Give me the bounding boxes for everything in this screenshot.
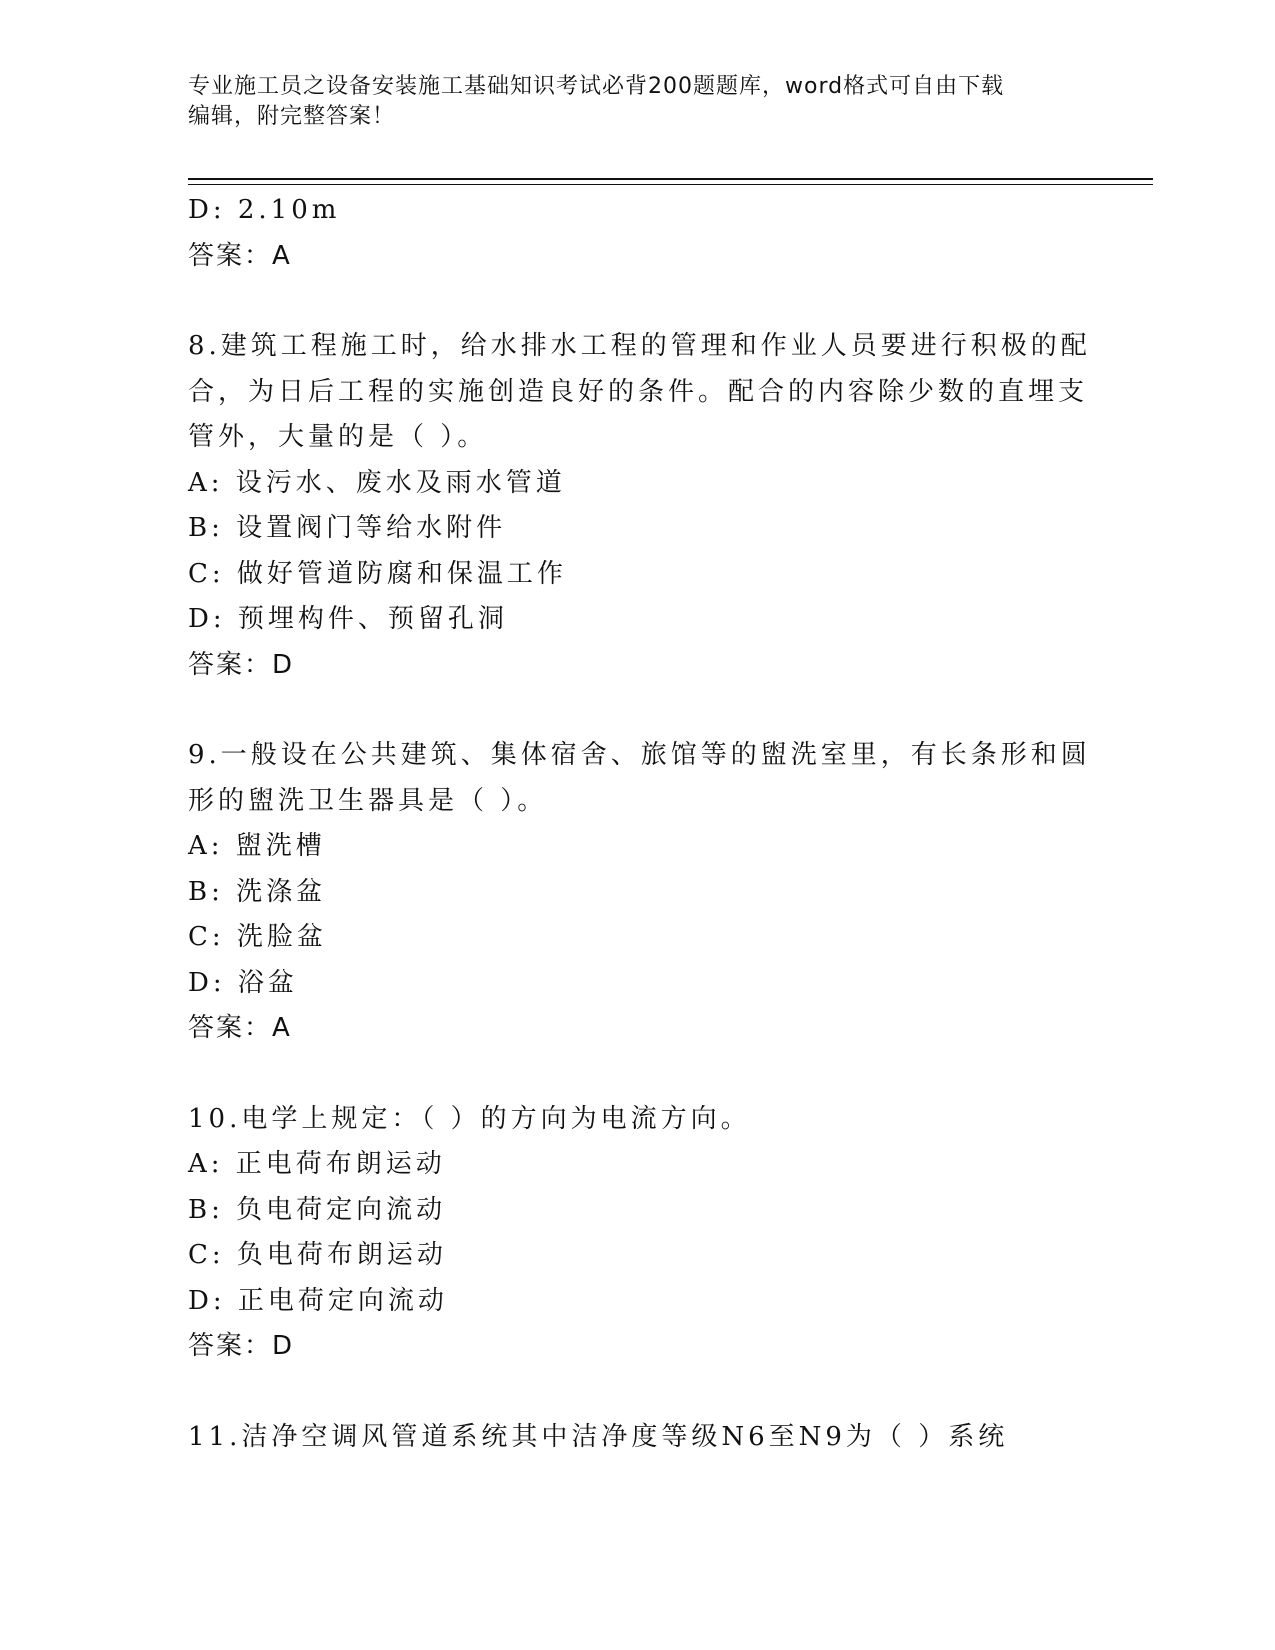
option-c: C: 做好管道防腐和保温工作 bbox=[188, 558, 567, 589]
answer-line: 答案：D bbox=[188, 1331, 295, 1361]
header-title-line2: 编辑，附完整答案！ bbox=[188, 104, 396, 129]
question-stem-line: 9.一般设在公共建筑、集体宿舍、旅馆等的盥洗室里，有长条形和圆 bbox=[188, 740, 1091, 770]
header-title-line1: 专业施工员之设备安装施工基础知识考试必背200题题库，word格式可自由下载 bbox=[188, 74, 1005, 99]
spacer bbox=[188, 1370, 1068, 1415]
option-b: B: 洗涤盆 bbox=[188, 876, 327, 907]
option-a: A: 盥洗槽 bbox=[188, 831, 326, 861]
question-11 bbox=[188, 1415, 1068, 1461]
option-c: C: 洗脸盆 bbox=[188, 922, 327, 952]
question-7-tail bbox=[188, 188, 1068, 279]
document-header bbox=[188, 72, 1068, 132]
option-d: D: 浴盆 bbox=[188, 967, 298, 998]
question-stem-line: 8.建筑工程施工时，给水排水工程的管理和作业人员要进行积极的配 bbox=[188, 331, 1091, 361]
question-stem-line: 10.电学上规定：（ ）的方向为电流方向。 bbox=[188, 1103, 751, 1134]
spacer bbox=[188, 279, 1068, 324]
question-stem-line: 管外，大量的是（ ）。 bbox=[188, 422, 488, 452]
option-d: D: 预埋构件、预留孔洞 bbox=[188, 604, 508, 634]
option-a: A: 设污水、废水及雨水管道 bbox=[188, 467, 566, 498]
option-d: D: 2.10m bbox=[188, 195, 341, 225]
answer-line: 答案：D bbox=[188, 649, 295, 680]
header-divider-thick bbox=[188, 178, 1153, 180]
spacer bbox=[188, 688, 1068, 733]
document-body bbox=[188, 188, 1091, 1460]
question-8 bbox=[188, 324, 1091, 688]
option-a: A: 正电荷布朗运动 bbox=[188, 1149, 446, 1179]
header-divider-thin bbox=[188, 184, 1153, 185]
question-10 bbox=[188, 1097, 1068, 1370]
answer-line: 答案：A bbox=[188, 240, 292, 271]
question-stem-line: 形的盥洗卫生器具是（ ）。 bbox=[188, 785, 548, 816]
answer-line: 答案：A bbox=[188, 1013, 292, 1043]
question-stem-line: 合，为日后工程的实施创造良好的条件。配合的内容除少数的直埋支 bbox=[188, 376, 1089, 407]
option-b: B: 负电荷定向流动 bbox=[188, 1194, 447, 1225]
question-stem-line: 11.洁净空调风管道系统其中洁净度等级N6至N9为（ ）系统 bbox=[188, 1421, 1009, 1452]
spacer bbox=[188, 1052, 1068, 1097]
option-c: C: 负电荷布朗运动 bbox=[188, 1240, 447, 1270]
option-d: D: 正电荷定向流动 bbox=[188, 1285, 448, 1316]
question-9 bbox=[188, 733, 1091, 1052]
option-b: B: 设置阀门等给水附件 bbox=[188, 513, 507, 543]
